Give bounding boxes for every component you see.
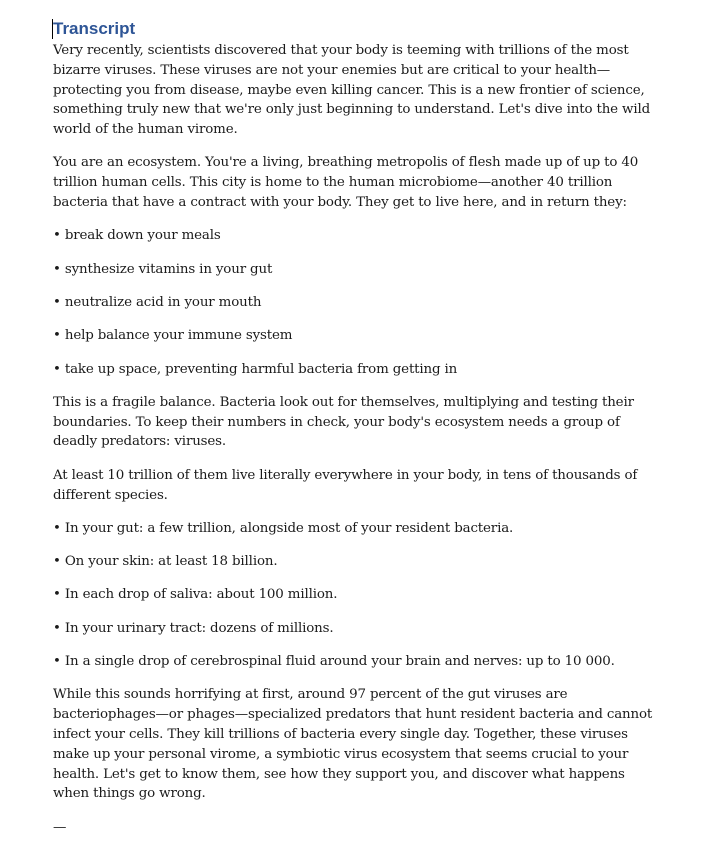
transcript-heading: Transcript bbox=[53, 19, 136, 38]
paragraph: You are an ecosystem. You're a living, breathing metropolis of flesh made up of up to 40 trillion human cells. This city is home to the human microbiome—another 40 trillion bacteria that have a contract with your body. They get to live here, and in return they: bbox=[53, 155, 639, 211]
list-item: • break down your meals bbox=[53, 228, 221, 244]
list-item: • In a single drop of cerebrospinal fluid around your brain and nerves: up to 10 000. bbox=[53, 654, 615, 670]
paragraph: Very recently, scientists discovered that your body is teeming with trillions of the most bizarre viruses. These viruses are not your enemies but are critical to your health—protecting you from disease, maybe even killing cancer. This is a new frontier of science, something truly new that we're only just beginning to understand. Let's dive into the wild world of the human virome. bbox=[53, 43, 651, 138]
list-item: • help balance your immune system bbox=[53, 328, 293, 344]
list-item: • neutralize acid in your mouth bbox=[53, 294, 262, 310]
paragraph: While this sounds horrifying at first, around 97 percent of the gut viruses are bacteriophages—or phages—specialized predators that hunt resident bacteria and cannot infect your cells. They kill trillions of bacteria every single day. Together, these viruses make up your personal virome, a symbiotic virus ecosystem that seems crucial to your health. Let's get to know them, see how they support you, and discover what happens when things go wrong. bbox=[53, 687, 653, 802]
list-item: • In each drop of saliva: about 100 million. bbox=[53, 587, 338, 603]
list-item: • take up space, preventing harmful bacteria from getting in bbox=[53, 361, 458, 377]
list-item: • On your skin: at least 18 billion. bbox=[53, 554, 278, 570]
document-page[interactable] bbox=[53, 17, 653, 837]
list-item: • In your urinary tract: dozens of millions. bbox=[53, 620, 334, 636]
paragraph: This is a fragile balance. Bacteria look out for themselves, multiplying and testing their boundaries. To keep their numbers in check, your body's ecosystem needs a group of deadly predators: viruses. bbox=[53, 394, 634, 450]
text-cursor bbox=[52, 19, 53, 39]
list-item: • In your gut: a few trillion, alongside most of your resident bacteria. bbox=[53, 520, 514, 536]
section-separator-dash: — bbox=[53, 819, 67, 835]
list-item: • synthesize vitamins in your gut bbox=[53, 261, 273, 277]
paragraph: At least 10 trillion of them live literally everywhere in your body, in tens of thousands of different species. bbox=[53, 467, 638, 503]
